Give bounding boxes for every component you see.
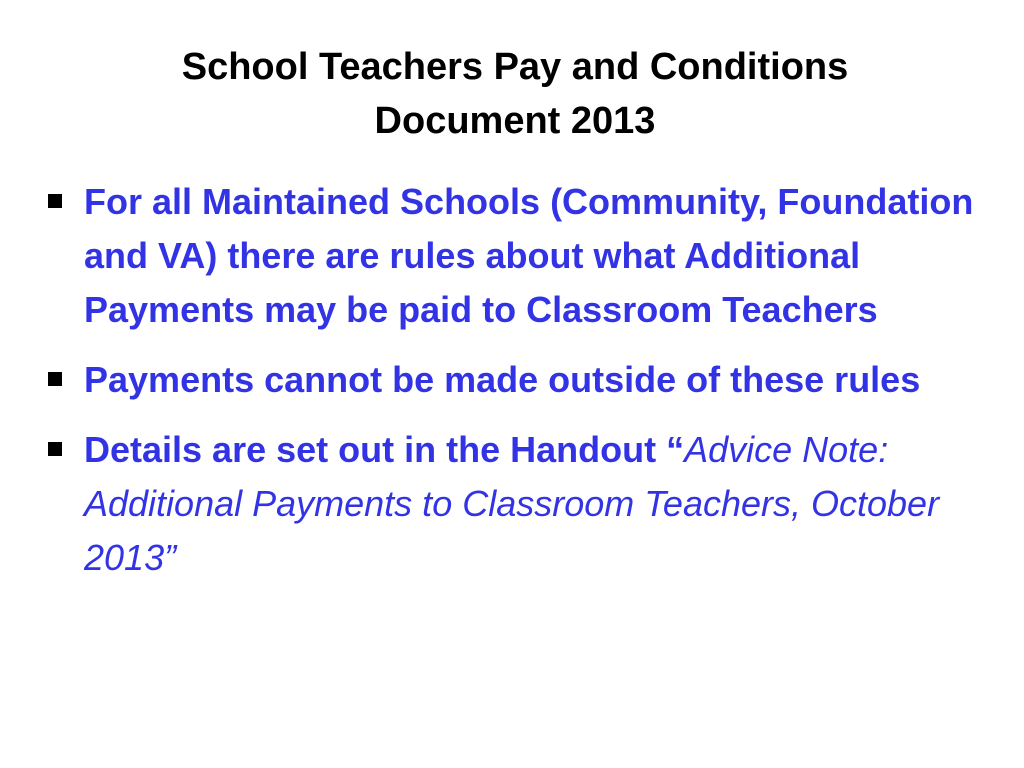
- square-bullet-icon: [48, 372, 62, 386]
- title-line-1: School Teachers Pay and Conditions: [181, 46, 849, 88]
- square-bullet-icon: [48, 442, 62, 456]
- bullet-item-payments-rules: [44, 353, 994, 407]
- title-line-2: Document 2013: [374, 100, 656, 142]
- bullet-item-maintained-schools: [44, 175, 994, 337]
- bullet-item-handout-details: [44, 423, 994, 585]
- square-bullet-icon: [48, 194, 62, 208]
- slide-title: [100, 40, 930, 148]
- bullet-text: Details are set out in the Handout “: [84, 429, 685, 470]
- bullet-list: [44, 175, 994, 601]
- bullet-text: Payments cannot be made outside of these rules: [84, 359, 921, 400]
- handout-title-text: Advice Note: Additional Payments to Classroom Teachers, October 2013”: [84, 429, 940, 578]
- bullet-text: For all Maintained Schools (Community, Foundation and VA) there are rules about what Additional Payments may be paid to Classroom Teachers: [84, 181, 974, 330]
